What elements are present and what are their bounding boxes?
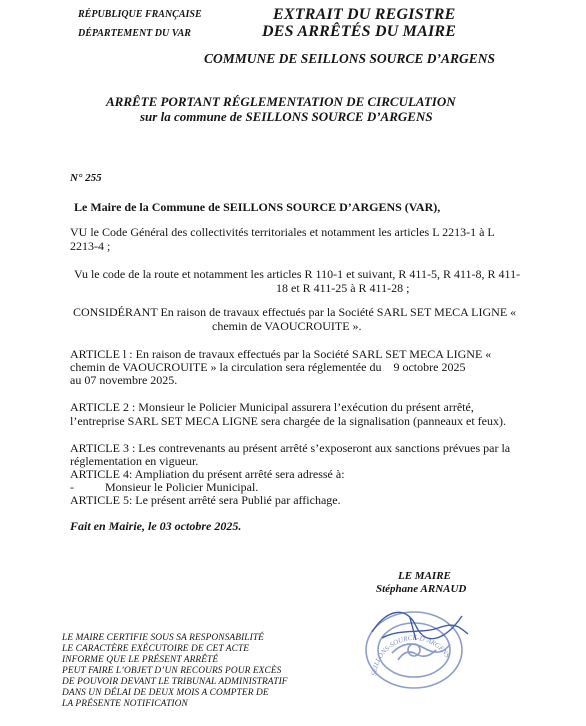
article1-line2: chemin de VAOUCROUITE » la circulation sera réglementée du 9 octobre 2025 bbox=[70, 360, 466, 374]
article2-line1: ARTICLE 2 : Monsieur le Policier Municipal assurera l’exécution du présent arrêté, bbox=[70, 400, 474, 414]
article4-line1: ARTICLE 4: Ampliation du présent arrêté sera adressé à: bbox=[70, 467, 345, 481]
mairie-stamp bbox=[352, 598, 477, 690]
republique-label: RÉPUBLIQUE FRANÇAISE bbox=[78, 9, 202, 20]
article2-line2: l’entreprise SARL SET MECA LIGNE sera chargée de la signalisation (panneaux et feux). bbox=[70, 414, 506, 428]
commune-title: COMMUNE DE SEILLONS SOURCE D’ARGENS bbox=[204, 51, 496, 66]
stamp-text: SEILLONS-SOURCE-D’ARGENS bbox=[370, 633, 452, 677]
legal-footer-line: DE POUVOIR DEVANT LE TRIBUNAL ADMINISTRATIF bbox=[62, 677, 288, 687]
arrete-number: N° 255 bbox=[70, 172, 102, 184]
arrete-title-line1: ARRÊTE PORTANT RÉGLEMENTATION DE CIRCULATION bbox=[106, 94, 456, 109]
legal-footer-line: INFORME QUE LE PRÉSENT ARRÊTÉ bbox=[62, 655, 219, 665]
article1-line3: au 07 novembre 2025. bbox=[70, 373, 178, 387]
legal-footer-line: LA PRÉSENTE NOTIFICATION bbox=[62, 699, 188, 709]
article4-bullet: - bbox=[70, 480, 74, 494]
legal-footer-line: LE MAIRE CERTIFIE SOUS SA RESPONSABILITÉ bbox=[62, 633, 264, 643]
considerant-line1: CONSIDÉRANT En raison de travaux effectués par la Société SARL SET MECA LIGNE « bbox=[73, 305, 517, 319]
article4-line2: Monsieur le Policier Municipal. bbox=[105, 480, 259, 494]
vu-cgct-line1: VU le Code Général des collectivités territoriales et notamment les articles L 2213-1 à L bbox=[70, 225, 495, 239]
legal-footer bbox=[62, 633, 288, 710]
vu-cgct-line2: 2213-4 ; bbox=[70, 239, 111, 253]
extrait-title-line2: DES ARRÊTÉS DU MAIRE bbox=[262, 23, 457, 40]
article3-line1: ARTICLE 3 : Les contrevenants au présent arrêté s’exposeront aux sanctions prévues par la bbox=[70, 441, 511, 455]
article5-line: ARTICLE 5: Le présent arrêté sera Publié par affichage. bbox=[70, 493, 341, 507]
vu-code-route-line2: 18 et R 411-25 à R 411-28 ; bbox=[276, 281, 410, 295]
considerant-line2: chemin de VAOUCROUITE ». bbox=[212, 319, 362, 333]
arrete-title-line2: sur la commune de SEILLONS SOURCE D’ARGENS bbox=[140, 109, 433, 124]
extrait-title-line1: EXTRAIT DU REGISTRE bbox=[273, 6, 456, 23]
legal-footer-line: LE CARACTÈRE EXÉCUTOIRE DE CET ACTE bbox=[62, 644, 250, 654]
signature-title: LE MAIRE bbox=[398, 570, 451, 582]
article1-line1: ARTICLE l : En raison de travaux effectués par la Société SARL SET MECA LIGNE « bbox=[70, 347, 492, 361]
maire-line: Le Maire de la Commune de SEILLONS SOURCE D’ARGENS (VAR), bbox=[74, 200, 441, 214]
signature-name: Stéphane ARNAUD bbox=[376, 583, 467, 595]
legal-footer-line: PEUT FAIRE L’OBJET D’UN RECOURS POUR EXCÈS bbox=[62, 666, 282, 676]
fait-en-mairie: Fait en Mairie, le 03 octobre 2025. bbox=[70, 519, 242, 533]
legal-footer-line: DANS UN DÉLAI DE DEUX MOIS A COMPTER DE bbox=[62, 688, 269, 698]
article3-line2: réglementation en vigueur. bbox=[70, 454, 199, 468]
departement-label: DÉPARTEMENT DU VAR bbox=[78, 28, 191, 39]
signature-scribble bbox=[372, 612, 468, 640]
vu-code-route-line1: Vu le code de la route et notamment les articles R 110-1 et suivant, R 411-5, R 411-8, R 411- bbox=[74, 267, 521, 281]
